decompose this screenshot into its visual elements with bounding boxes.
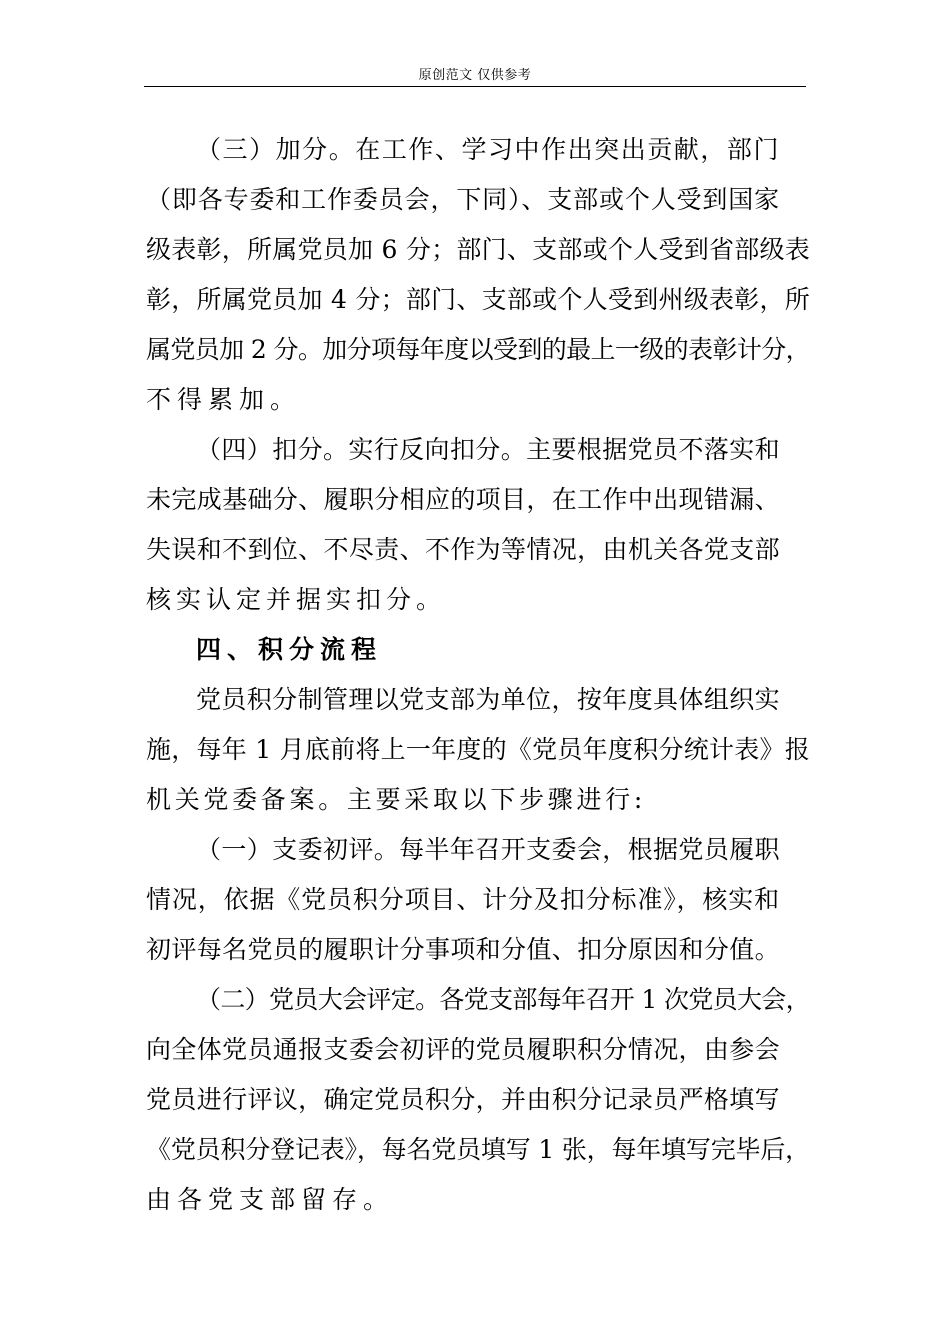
paragraph-line: 未完成基础分、履职分相应的项目，在工作中出现错漏、 bbox=[146, 485, 780, 514]
paragraph-line: 情况，依据《党员积分项目、计分及扣分标准》，核实和 bbox=[146, 885, 780, 914]
paragraph-line: 党员积分制管理以党支部为单位，按年度具体组织实 bbox=[196, 685, 780, 714]
paragraph-line: 不得累加。 bbox=[146, 385, 302, 414]
paragraph-line: 初评每名党员的履职计分事项和分值、扣分原因和分值。 bbox=[146, 935, 780, 964]
paragraph-line: 属党员加 2 分。加分项每年度以受到的最上一级的表彰计分， bbox=[146, 335, 810, 364]
header-text: 原创范文 仅供参考 bbox=[418, 68, 532, 83]
paragraph-line: 向全体党员通报支委会初评的党员履职积分情况，由参会 bbox=[146, 1035, 780, 1064]
paragraph-line: 失误和不到位、不尽责、不作为等情况，由机关各党支部 bbox=[146, 535, 780, 564]
paragraph-line: （三）加分。在工作、学习中作出突出贡献，部门 bbox=[196, 135, 780, 164]
paragraph-line: 由各党支部留存。 bbox=[146, 1185, 395, 1214]
paragraph-line: 彰，所属党员加 4 分；部门、支部或个人受到州级表彰，所 bbox=[146, 285, 810, 314]
page-header bbox=[144, 64, 806, 87]
paragraph-line: 核实认定并据实扣分。 bbox=[146, 585, 446, 614]
section-heading: 四、积分流程 bbox=[196, 635, 383, 664]
paragraph-line: 党员进行评议，确定党员积分，并由积分记录员严格填写 bbox=[146, 1085, 780, 1114]
paragraph-line: （一）支委初评。每半年召开支委会，根据党员履职 bbox=[196, 835, 780, 864]
paragraph-line: （即各专委和工作委员会，下同）、支部或个人受到国家 bbox=[146, 185, 780, 214]
paragraph-line: （二）党员大会评定。各党支部每年召开 1 次党员大会， bbox=[196, 985, 810, 1014]
paragraph-line: 《党员积分登记表》，每名党员填写 1 张，每年填写完毕后， bbox=[146, 1135, 810, 1164]
paragraph-line: 机关党委备案。主要采取以下步骤进行: bbox=[146, 785, 646, 814]
paragraph-line: （四）扣分。实行反向扣分。主要根据党员不落实和 bbox=[196, 435, 780, 464]
paragraph-line: 施，每年 1 月底前将上一年度的《党员年度积分统计表》报 bbox=[146, 735, 810, 764]
paragraph-line: 级表彰，所属党员加 6 分；部门、支部或个人受到省部级表 bbox=[146, 235, 810, 264]
